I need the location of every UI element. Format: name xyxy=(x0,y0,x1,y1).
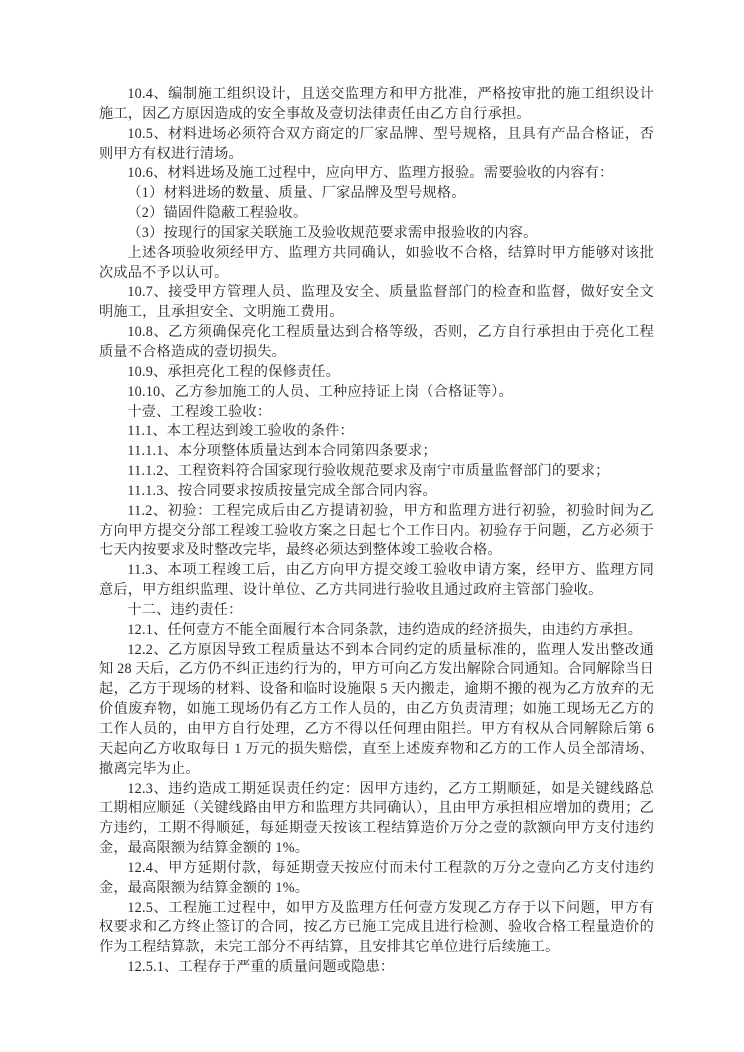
clause-12-5-1: 12.5.1、工程存于严重的质量问题或隐患： xyxy=(127,959,395,976)
clause-11-1-3: 11.1.3、按合同要求按质按量完成全部合同内容。 xyxy=(127,482,437,499)
clause-10-9: 10.9、承担亮化工程的保修责任。 xyxy=(127,363,341,380)
clause-10-7: 10.7、接受甲方管理人员、监理及安全、质量监督部门的检查和监督，做好安全文明施工，且承担安全、文明施工费用。 xyxy=(99,284,654,321)
inspection-list-item-1: （1）材料进场的数量、质量、厂家品牌及型号规格。 xyxy=(127,185,466,202)
clause-10-10: 10.10、乙方参加施工的人员、工种应持证上岗（合格证等）。 xyxy=(127,383,513,400)
section-heading-11: 十壹、工程竣工验收： xyxy=(127,403,272,420)
clause-11-1: 11.1、本工程达到竣工验收的条件： xyxy=(127,423,354,440)
inspection-list-item-3: （3）按现行的国家关联施工及验收规范要求需申报验收的内容。 xyxy=(127,224,538,241)
section-heading-12: 十二、违约责任： xyxy=(127,601,243,618)
clause-12-4: 12.4、甲方延期付款，每延期壹天按应付而未付工程款的万分之壹向乙方支付违约金，最高限额为结算金额的 1%。 xyxy=(99,859,654,896)
clause-11-2: 11.2、初验：工程完成后由乙方提请初验，甲方和监理方进行初验，初验时间为乙方向甲方提交分部工程竣工验收方案之日起七个工作日内。初验存于问题，乙方必须于七天内按要求及时整改完毕，最终必须达到整体竣工验收合格。 xyxy=(99,502,654,559)
clause-11-1-1: 11.1.1、本分项整体质量达到本合同第四条要求； xyxy=(127,443,437,460)
clause-12-5: 12.5、工程施工过程中，如甲方及监理方任何壹方发现乙方存于以下问题，甲方有权要求和乙方终止签订的合同，按乙方已施工完成且进行检测、验收合格工程量造价的作为工程结算款，未完工部分不再结算，且安排其它单位进行后续施工。 xyxy=(99,899,654,956)
clause-11-3: 11.3、本项工程竣工后，由乙方向甲方提交竣工验收申请方案，经甲方、监理方同意后，甲方组织监理、设计单位、乙方共同进行验收且通过政府主管部门验收。 xyxy=(99,562,654,599)
acceptance-confirmation-note: 上述各项验收须经甲方、监理方共同确认，如验收不合格，结算时甲方能够对该批次成品不予以认可。 xyxy=(99,244,654,281)
clause-11-1-2: 11.1.2、工程资料符合国家现行验收规范要求及南宁市质量监督部门的要求； xyxy=(127,463,610,480)
clause-12-3: 12.3、违约造成工期延误责任约定：因甲方违约，乙方工期顺延，如是关键线路总工期相应顺延（关键线路由甲方和监理方共同确认），且由甲方承担相应增加的费用；乙方违约，工期不得顺延，每延期壹天按该工程结算造价万分之壹的款额向甲方支付违约金，最高限额为结算金额的 1%。 xyxy=(99,780,654,857)
clause-12-1: 12.1、任何壹方不能全面履行本合同条款，违约造成的经济损失，由违约方承担。 xyxy=(127,621,643,638)
clause-10-5: 10.5、材料进场必须符合双方商定的厂家品牌、型号规格，且具有产品合格证，否则甲方有权进行清场。 xyxy=(99,125,654,162)
clause-10-8: 10.8、乙方须确保亮化工程质量达到合格等级，否则，乙方自行承担由于亮化工程质量不合格造成的壹切损失。 xyxy=(99,324,654,360)
clause-10-6: 10.6、材料进场及施工过程中，应向甲方、监理方报验。需要验收的内容有： xyxy=(127,165,614,182)
inspection-list-item-2: （2）锚固件隐蔽工程验收。 xyxy=(127,205,308,222)
contract-text-block xyxy=(99,85,654,978)
clause-10-4: 10.4、编制施工组织设计，且送交监理方和甲方批准，严格按审批的施工组织设计施工，因乙方原因造成的安全事故及壹切法律责任由乙方自行承担。 xyxy=(99,86,654,122)
clause-12-2: 12.2、乙方原因导致工程质量达不到本合同约定的质量标准的，监理人发出整改通知 28 天后，乙方仍不纠正违约行为的，甲方可向乙方发出解除合同通知。合同解除当日起，乙方于现场的材料、设备和临时设施限 5 天内搬走，逾期不搬的视为乙方放弃的无价值废弃物，如施工现场仍有乙方工作人员的，由乙方负责清理；如施工现场无乙方的工作人员的，由甲方自行处理，乙方不得以任何理由阻拦。甲方有权从合同解除后第 6 天起向乙方收取每日 1 万元的损失赔偿，直至上述废弃物和乙方的工作人员全部清场、撤离完毕为止。 xyxy=(99,641,654,777)
